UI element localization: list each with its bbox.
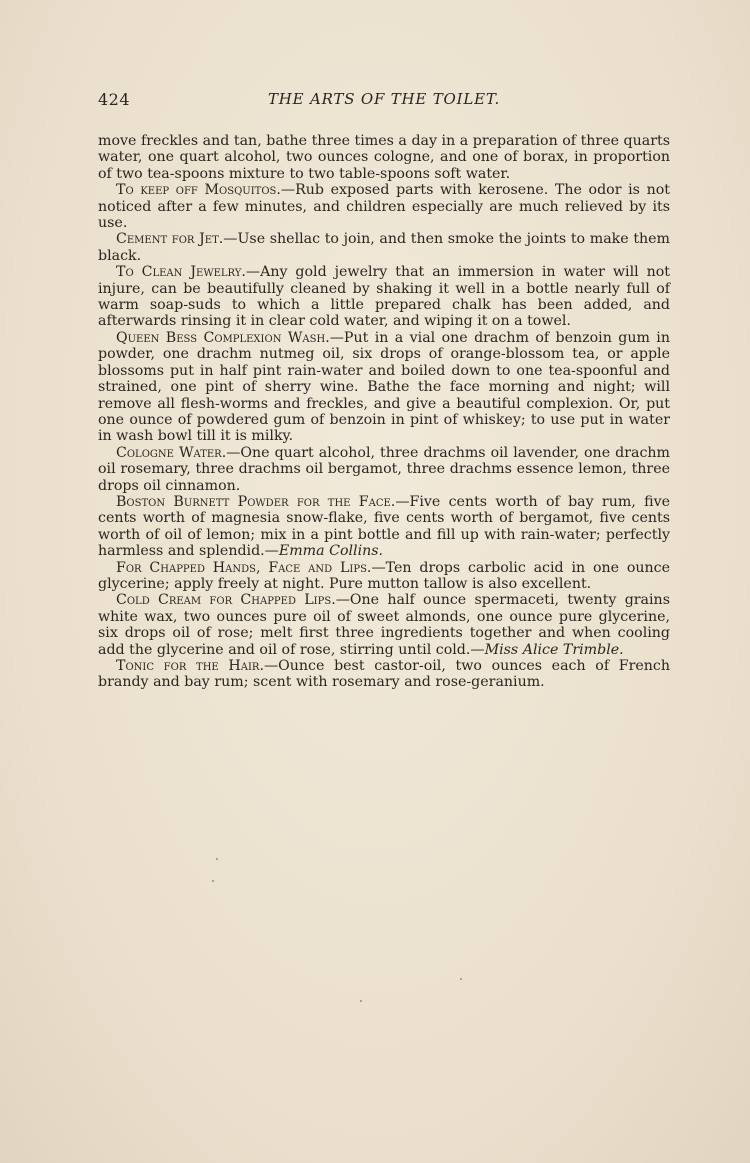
paragraph-text: move freckles and tan, bathe three times a day in a preparation of three quarts water, one quart alcohol, two ounces cologne, and one of borax, in proportion of two tea-spoons mixture to two table-spoons soft water. [98,133,670,182]
page-number: 424 [98,90,131,109]
paragraph [98,445,670,494]
recipe-heading: Queen Bess Complexion Wash. [116,329,330,346]
paragraph-text: —Put in a vial one drachm of benzoin gum in powder, one drachm nutmeg oil, six drops of orange-blossom tea, or apple blossoms put in half pint rain-water and boiled down to one tea-spoonful and strained, one pint of sherry wine. Bathe the face morning and night; will remove all flesh-worms and freckles, and give a beautiful complexion. Or, put one ounce of powdered gum of benzoin in pint of whiskey; to use put in water in wash bowl till it is milky. [98,329,670,445]
paper-speck [360,1000,362,1002]
paragraph-text: —Five cents worth of bay rum, five cents worth of magnesia snow-flake, five cents worth of bergamot, five cents worth of oil of lemon; mix in a pint bottle and fill up with rain-water; perfectly harmless and splendid.— [98,493,670,560]
recipe-heading: To keep off Mosquitos. [116,182,281,199]
running-title: THE ARTS OF THE TOILET. [267,90,501,108]
paragraph-text: —One quart alcohol, three drachms oil lavender, one drachm oil rosemary, three drachms oil bergamot, three drachms essence lemon, three drops oil cinnamon. [98,444,670,494]
paragraph-text: —Any gold jewelry that an immersion in water will not injure, can be beautifully cleaned by shaking it well in a bottle nearly full of warm soap-suds to which a little prepared chalk has been added, and afterwards rinsing it in clear cold water, and wiping it on a towel. [98,264,670,330]
paragraph-text: —Ounce best castor-oil, two ounces each of French brandy and bay rum; scent with rosemary and rose-geranium. [98,658,670,691]
paragraph-text: —Ten drops carbolic acid in one ounce glycerine; apply freely at night. Pure mutton tallow is also excellent. [98,559,670,592]
recipe-heading: To Clean Jewelry. [116,264,246,281]
recipe-heading: Boston Burnett Powder for the Face. [116,493,396,510]
paragraph [98,264,670,330]
paragraph [98,133,670,182]
recipe-heading: Tonic for the Hair. [116,658,264,674]
paragraph [98,494,670,560]
paper-speck [460,978,462,980]
paragraph [98,231,670,264]
recipe-signature: Emma Collins. [278,543,384,560]
paragraph [98,658,670,691]
paragraph-text: —One half ounce spermaceti, twenty grains white wax, two ounces pure oil of sweet almonds, one ounce pure glycerine, six drops oil of rose; melt first three ingredients together and when cooling add the glycerine and oil of rose, stirring until cold.— [98,592,670,658]
page-header [98,90,670,112]
recipe-signature: Miss Alice Trimble. [484,641,624,658]
paragraph [98,560,670,593]
paper-speck [212,880,214,882]
paper-speck [216,858,218,860]
recipe-heading: Cologne Water. [116,444,227,461]
paragraph [98,592,670,658]
paragraph-text: —Rub exposed parts with kerosene. The odor is not noticed after a few minutes, and children especially are much relieved by its use. [98,182,671,232]
paragraph-text: —Use shellac to join, and then smoke the joints to make them black. [98,231,671,264]
recipe-heading: Cement for Jet. [116,231,224,248]
body-text [98,133,670,691]
paragraph [98,330,670,445]
recipe-heading: Cold Cream for Chapped Lips. [116,592,336,609]
paragraph [98,182,670,231]
recipe-heading: For Chapped Hands, Face and Lips. [116,559,372,576]
